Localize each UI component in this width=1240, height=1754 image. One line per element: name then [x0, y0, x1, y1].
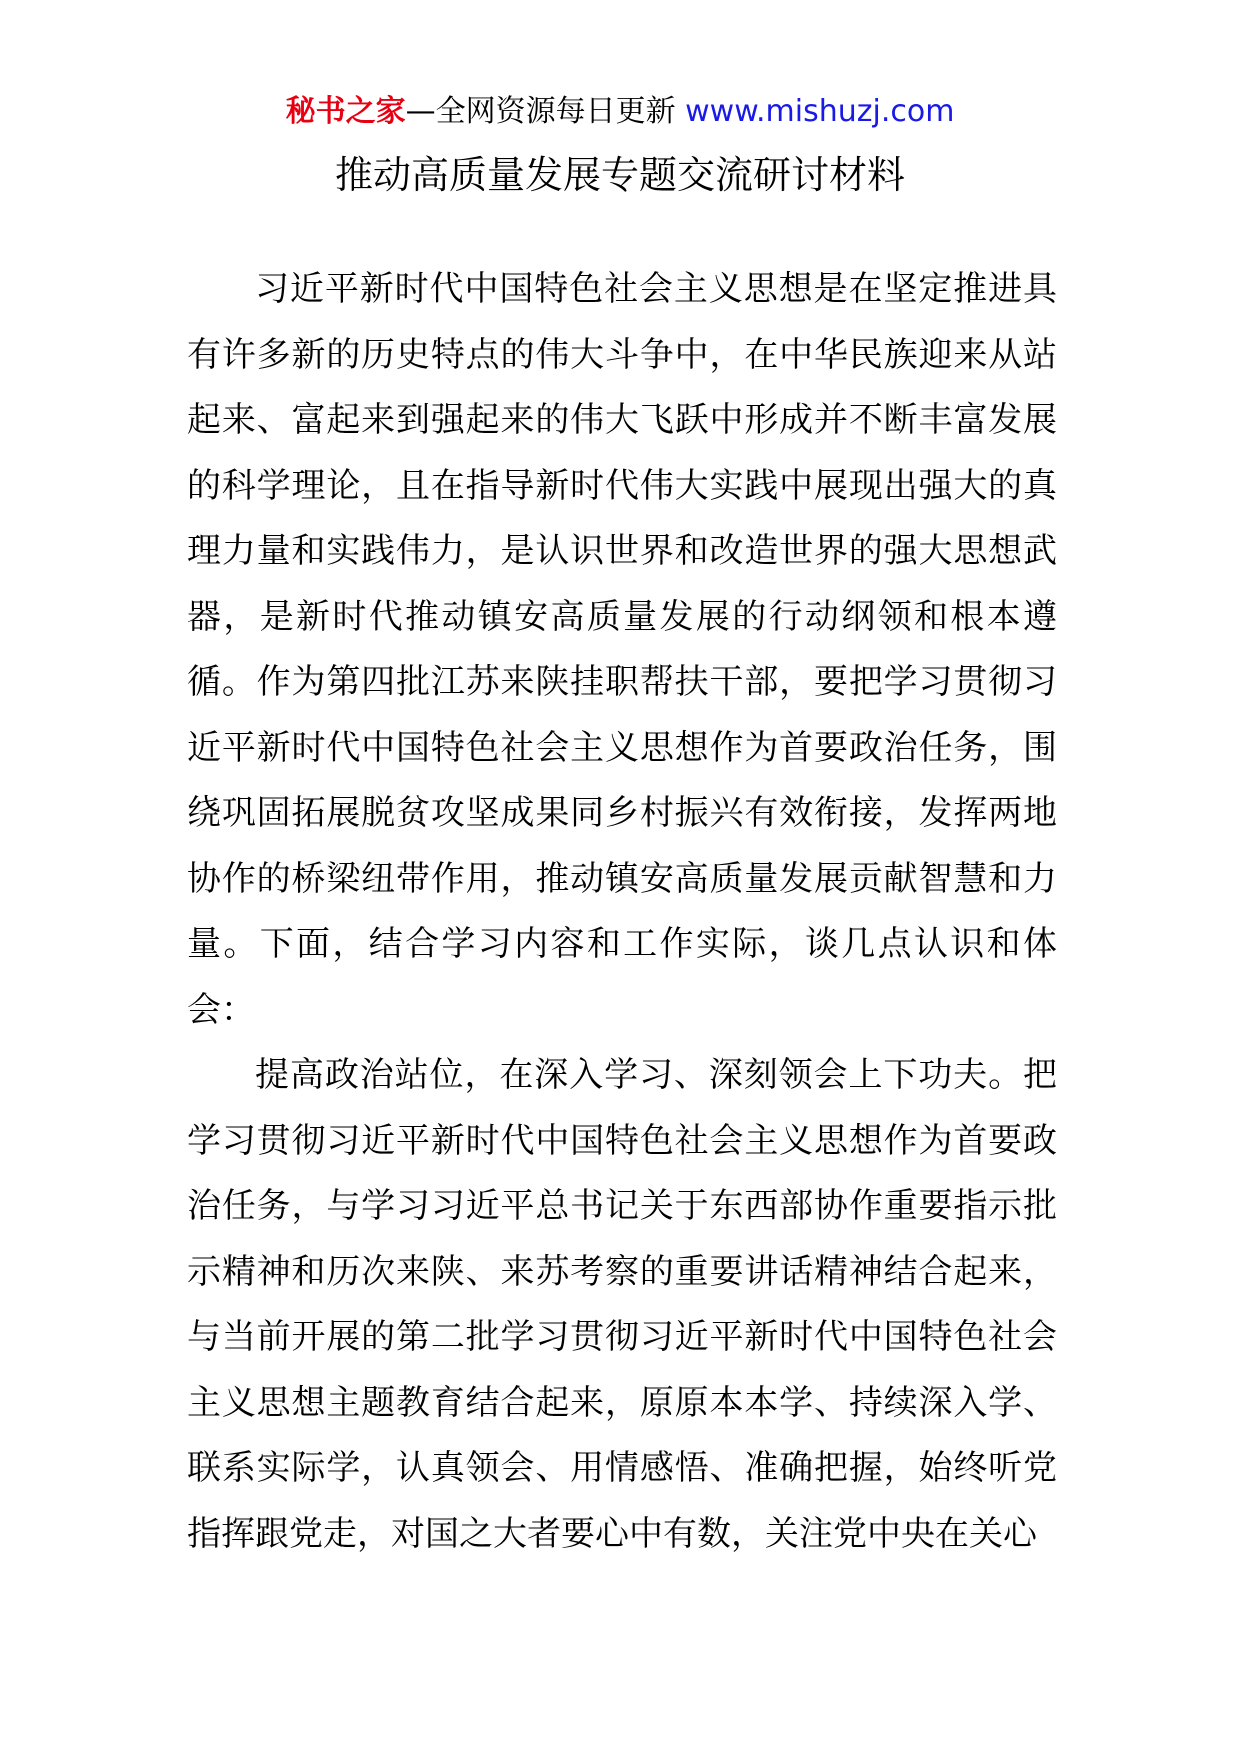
- site-header: [0, 92, 1240, 132]
- site-tagline: —全网资源每日更新: [405, 94, 686, 129]
- paragraph-2: [187, 1043, 1057, 1567]
- paragraph-2-lead: 提高政治站位，在深入学习、深刻领会上下功夫。: [255, 1055, 1023, 1095]
- site-url-link[interactable]: www.mishuzj.com: [685, 94, 955, 129]
- paragraph-2-text: 把学习贯彻习近平新时代中国特色社会主义思想作为首要政治任务，与学习习近平总书记关于东西部协作重要指示批示精神和历次来陕、来苏考察的重要讲话精神结合起来，与当前开展的第二批学习贯彻习近平新时代中国特色社会主义思想主题教育结合起来，原原本本学、持续深入学、联系实际学，认真领会、用情感悟、准确把握，始终听党指挥跟党走，对国之大者要心中有数，关注党中央在关心: [187, 1055, 1057, 1554]
- paragraph-1-text: 习近平新时代中国特色社会主义思想是在坚定推进具有许多新的历史特点的伟大斗争中，在中华民族迎来从站起来、富起来到强起来的伟大飞跃中形成并不断丰富发展的科学理论，且在指导新时代伟大实践中展现出强大的真理力量和实践伟力，是认识世界和改造世界的强大思想武器，是新时代推动镇安高质量发展的行动纲领和根本遵循。作为第四批江苏来陕挂职帮扶干部，要把学习贯彻习近平新时代中国特色社会主义思想作为首要政治任务，围绕巩固拓展脱贫攻坚成果同乡村振兴有效衔接，发挥两地协作的桥梁纽带作用，推动镇安高质量发展贡献智慧和力量。下面，结合学习内容和工作实际，谈几点认识和体会：: [187, 269, 1057, 1030]
- paragraph-1: [187, 257, 1057, 1043]
- document-title: 推动高质量发展专题交流研讨材料: [334, 153, 905, 197]
- document-body: [187, 257, 1057, 1567]
- site-brand: 秘书之家: [285, 94, 406, 129]
